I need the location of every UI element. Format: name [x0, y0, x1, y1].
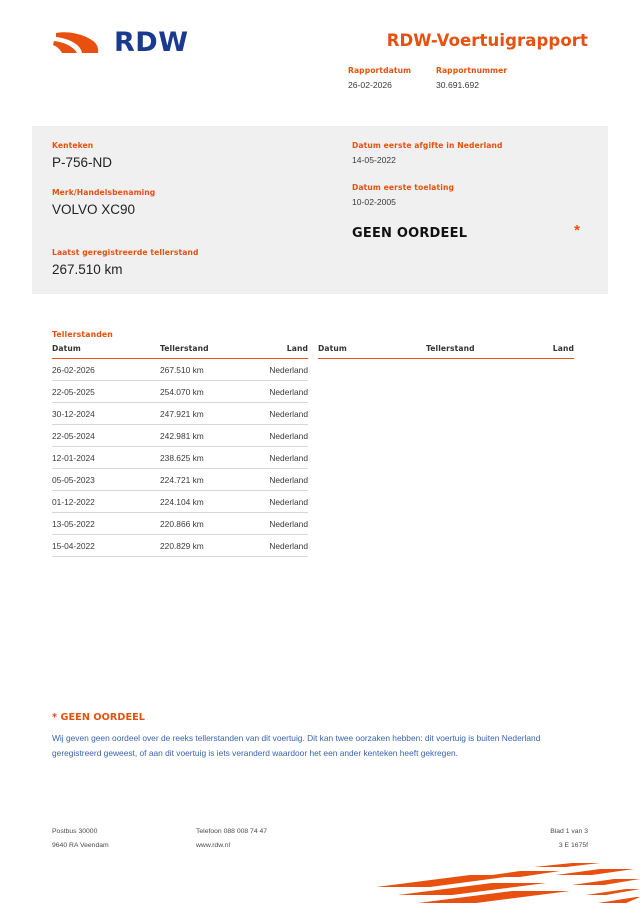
vehicle-info-left-column: [52, 141, 312, 217]
column-header-land: Land: [504, 344, 574, 359]
column-header-tellerstand: Tellerstand: [132, 344, 238, 359]
column-header-datum: Datum: [52, 344, 132, 359]
eerste-afgifte-label: Datum eerste afgifte in Nederland: [352, 141, 503, 150]
column-header-land: Land: [238, 344, 308, 359]
last-odometer-label: Laatst geregistreerde tellerstand: [52, 248, 199, 257]
cell-datum: 01-12-2022: [52, 491, 132, 513]
vehicle-info-block: [32, 126, 608, 294]
cell-land: Nederland: [238, 447, 308, 469]
cell-datum: 12-01-2024: [52, 447, 132, 469]
cell-datum: 26-02-2026: [52, 359, 132, 381]
cell-datum: 13-05-2022: [52, 513, 132, 535]
verdict-asterisk: *: [574, 222, 580, 239]
cell-tellerstand: 247.921 km: [132, 403, 238, 425]
table-row: [52, 491, 308, 513]
report-title: RDW-Voertuigrapport: [386, 31, 588, 50]
merk-label: Merk/Handelsbenaming: [52, 188, 156, 197]
cell-land: Nederland: [238, 513, 308, 535]
cell-tellerstand: 238.625 km: [132, 447, 238, 469]
cell-tellerstand: 242.981 km: [132, 425, 238, 447]
table-row: [52, 403, 308, 425]
table-row: [52, 381, 308, 403]
table-row: [52, 513, 308, 535]
cell-datum: 22-05-2025: [52, 381, 132, 403]
cell-land: Nederland: [238, 403, 308, 425]
report-number-value: 30.691.692: [436, 80, 480, 90]
verdict-text: GEEN OORDEEL: [352, 226, 468, 241]
merk-value: VOLVO XC90: [52, 202, 136, 217]
cell-land: Nederland: [238, 469, 308, 491]
kenteken-value: P-756-ND: [52, 155, 113, 170]
footer-page: Blad 1 van 3: [550, 828, 588, 835]
cell-datum: 22-05-2024: [52, 425, 132, 447]
table-header-row: [52, 344, 308, 359]
rdw-logo-text: RDW: [114, 26, 189, 58]
last-odometer-block: [52, 248, 199, 277]
cell-land: Nederland: [238, 491, 308, 513]
cell-tellerstand: 224.721 km: [132, 469, 238, 491]
report-date-label: Rapportdatum: [348, 66, 412, 75]
footnote-body: Wij geven geen oordeel over de reeks tellerstanden van dit voertuig. Dit kan twee oorzaken hebben: dit voertuig is buiten Nederland geregistreerd geweest, of aan dit voertuig is iets veranderd waardoor het een ander kenteken heeft gekregen.: [52, 733, 541, 758]
footnote-title: * GEEN OORDEEL: [52, 712, 145, 723]
table-row: [52, 469, 308, 491]
odometer-table-left-body: [52, 359, 308, 557]
odometer-tables: [52, 344, 588, 557]
footer-graphic: [0, 861, 640, 905]
cell-datum: 15-04-2022: [52, 535, 132, 557]
document-footer: [52, 828, 588, 856]
column-header-tellerstand: Tellerstand: [398, 344, 504, 359]
report-date-block: [348, 66, 436, 90]
footer-phone: Telefoon 088 008 74 47: [196, 828, 268, 835]
table-row: [52, 535, 308, 557]
odometer-table-left: [52, 344, 308, 557]
odometer-section-title: Tellerstanden: [52, 330, 113, 339]
table-row: [52, 425, 308, 447]
odometer-table-right: [318, 344, 574, 557]
rdw-logo: [52, 24, 188, 60]
cell-land: Nederland: [238, 535, 308, 557]
table-header-row: [318, 344, 574, 359]
report-number-block: [436, 66, 524, 90]
eerste-toelating-label: Datum eerste toelating: [352, 183, 455, 192]
footer-website: www.rdw.nl: [196, 842, 230, 849]
footer-code: 3 E 1675f: [558, 842, 588, 849]
column-header-datum: Datum: [318, 344, 398, 359]
footer-address-line1: Postbus 30000: [52, 828, 98, 835]
cell-tellerstand: 220.866 km: [132, 513, 238, 535]
cell-datum: 30-12-2024: [52, 403, 132, 425]
kenteken-label: Kenteken: [52, 141, 94, 150]
cell-land: Nederland: [238, 381, 308, 403]
odometer-table-right-body: [318, 359, 574, 557]
cell-datum: 05-05-2023: [52, 469, 132, 491]
table-row: [52, 447, 308, 469]
last-odometer-value: 267.510 km: [52, 262, 123, 277]
eerste-toelating-value: 10-02-2005: [352, 197, 396, 207]
footer-address-line2: 9640 RA Veendam: [52, 842, 109, 849]
cell-tellerstand: 220.829 km: [132, 535, 238, 557]
report-date-value: 26-02-2026: [348, 80, 392, 90]
rdw-logo-icon: [52, 24, 104, 60]
footnote-block: [52, 712, 552, 760]
cell-land: Nederland: [238, 425, 308, 447]
report-meta: [348, 66, 588, 90]
cell-tellerstand: 254.070 km: [132, 381, 238, 403]
cell-land: Nederland: [238, 359, 308, 381]
table-row: [52, 359, 308, 381]
cell-tellerstand: 224.104 km: [132, 491, 238, 513]
vehicle-info-right-column: [352, 141, 592, 207]
report-number-label: Rapportnummer: [436, 66, 508, 75]
cell-tellerstand: 267.510 km: [132, 359, 238, 381]
document-header: [0, 0, 640, 118]
eerste-afgifte-value: 14-05-2022: [352, 155, 396, 165]
